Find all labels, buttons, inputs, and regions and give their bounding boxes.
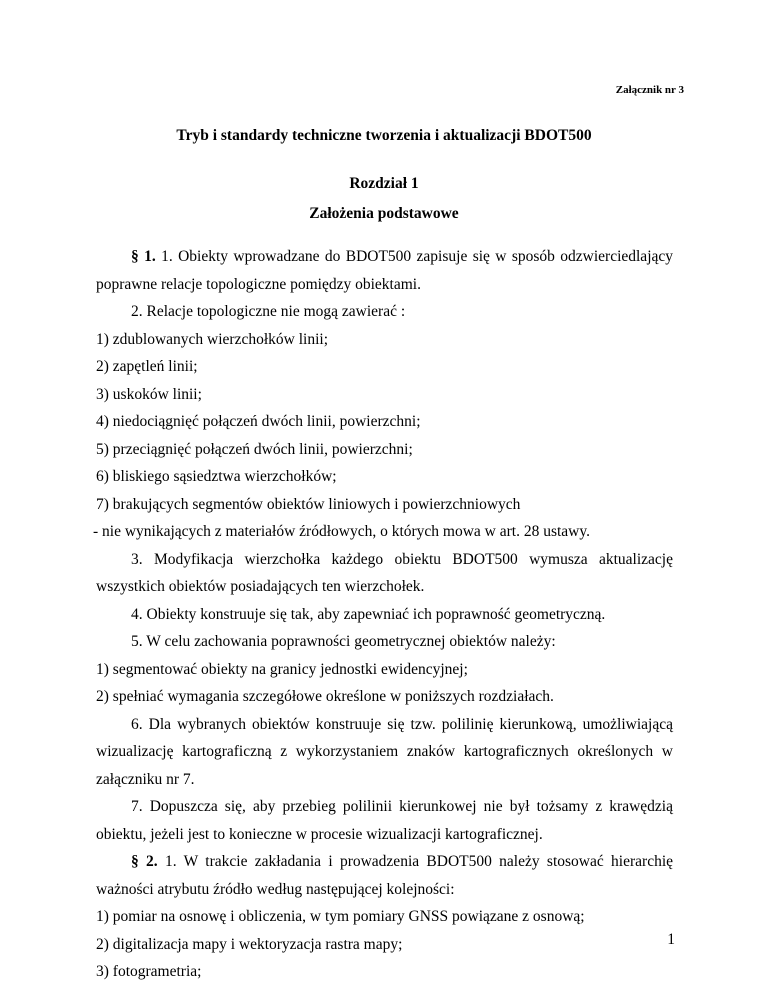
section-1-paragraph-5: 5. W celu zachowania poprawności geometrycznej obiektów należy:	[131, 633, 556, 650]
annex-label: Załącznik nr 3	[615, 84, 684, 96]
document-title: Tryb i standardy techniczne tworzenia i aktualizacji BDOT500	[176, 127, 592, 144]
list-item: 3) fotogrametria;	[96, 963, 202, 980]
list-item: 3) uskoków linii;	[96, 386, 202, 403]
section-1-paragraph-4: 4. Obiekty konstruuje się tak, aby zapewniać ich poprawność geometryczną.	[131, 606, 606, 623]
list-item: 5) przeciągnięć połączeń dwóch linii, powierzchni;	[96, 441, 413, 458]
list-item: 1) pomiar na osnowę i obliczenia, w tym pomiary GNSS powiązane z osnową;	[96, 908, 585, 925]
section-1-paragraph-1-line-1	[131, 248, 673, 266]
list-item: 2) digitalizacja mapy i wektoryzacja rastra mapy;	[96, 936, 403, 953]
section-1-note: - nie wynikających z materiałów źródłowych, o których mowa w art. 28 ustawy.	[93, 523, 590, 540]
list-item: 1) segmentować obiekty na granicy jednostki ewidencyjnej;	[96, 661, 468, 678]
list-item: 2) zapętleń linii;	[96, 358, 198, 375]
list-item: 6) bliskiego sąsiedztwa wierzchołków;	[96, 468, 337, 485]
section-2-paragraph-1-line-1	[131, 853, 673, 871]
section-1-paragraph-3-line-2: wszystkich obiektów posiadających ten wierzchołek.	[96, 578, 425, 595]
chapter-subtitle: Założenia podstawowe	[309, 205, 459, 222]
section-1-paragraph-6-line-3: załączniku nr 7.	[96, 771, 195, 788]
section-1-mark: § 1.	[131, 248, 156, 265]
list-item: 2) spełniać wymagania szczegółowe określone w poniższych rozdziałach.	[96, 688, 554, 705]
section-1-paragraph-6-line-2: wizualizację kartograficzną z wykorzystaniem znaków kartograficznych określonych w	[96, 743, 673, 760]
section-2-paragraph-1-line-2: ważności atrybutu źródło według następującej kolejności:	[96, 881, 455, 898]
page-number: 1	[667, 931, 675, 948]
chapter-heading: Rozdział 1	[349, 175, 419, 192]
section-1-paragraph-7-line-1: 7. Dopuszcza się, aby przebieg polilinii kierunkowej nie był tożsamy z krawędzią	[131, 798, 673, 815]
section-1-paragraph-1-line-2: poprawne relacje topologiczne pomiędzy obiektami.	[96, 276, 421, 293]
section-1-p1-text: 1. Obiekty wprowadzane do BDOT500 zapisuje się w sposób odzwierciedlający	[161, 248, 674, 265]
section-1-paragraph-2: 2. Relacje topologiczne nie mogą zawierać :	[131, 303, 406, 320]
section-1-paragraph-3-line-1: 3. Modyfikacja wierzchołka każdego obiektu BDOT500 wymusza aktualizację	[131, 551, 673, 568]
section-2-mark: § 2.	[131, 853, 158, 870]
list-item: 1) zdublowanych wierzchołków linii;	[96, 331, 329, 348]
section-1-paragraph-6-line-1: 6. Dla wybranych obiektów konstruuje się tzw. polilinię kierunkową, umożliwiającą	[131, 716, 673, 733]
section-1-paragraph-7-line-2: obiektu, jeżeli jest to konieczne w procesie wizualizacji kartograficznej.	[96, 826, 543, 843]
list-item: 7) brakujących segmentów obiektów liniowych i powierzchniowych	[96, 496, 521, 513]
section-2-p1-text: 1. W trakcie zakładania i prowadzenia BDOT500 należy stosować hierarchię	[165, 853, 674, 870]
list-item: 4) niedociągnięć połączeń dwóch linii, powierzchni;	[96, 413, 421, 430]
